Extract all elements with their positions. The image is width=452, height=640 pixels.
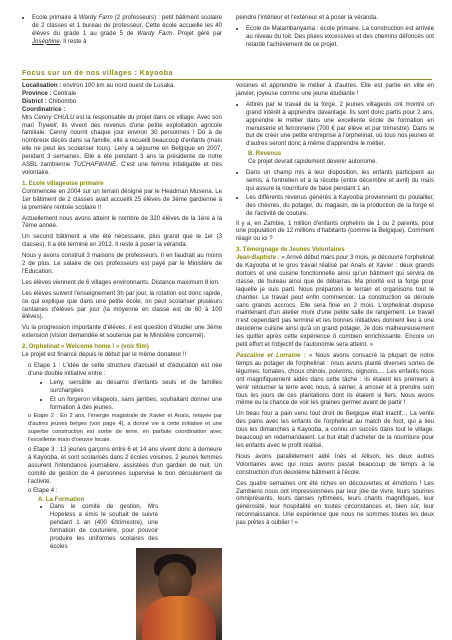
- left-column-main: [22, 82, 222, 553]
- steps: o Etape 1 : L'idée de cette structure d'accueil et d'éducation est née d'une double initiative entre : • Leny, sensible au désarroi d'enfants seuls et de familles surchargées • Et un forgeron villageois, sans jambes, souhaitant donner une formation à des jeunes. o Etape 2 : En 2 ans, l'énergie magistrale de Xavier et Anaïs, relayée par d'autres jeunes belges (voir page 4), a donné vie à cette initiative et une superbe construction est sortie de terre, en parfaite coordination avec l'excellente main d'oeuvre locale. o Etape 3 : 13 jeunes garçons entre 6 et 14 ans vivent donc à demeure à Kayooba, et sont scolarisés dans 2 écoles voisines. 2 jeunes femmes assurent l'intendance journalière, assistées d'un gardien de nuit. Un comité de gestion de 4 personnes supervise le bon déroulement de l'activité. o Etape 4 : A. La Formation • Dans le comité de gestion, Mrs Hopeless a émis le souhait de suivre pendant 1 an (400 €/trimestre), une formation de couturière, pour pouvoir produire les uniformes scolaires des écoles: [22, 362, 222, 551]
- paragraph: Ce projet devrait rapidement devenir autonome.: [248, 158, 378, 166]
- subsection-title: A. La Formation: [38, 495, 85, 503]
- volunteer-photo: [136, 548, 222, 640]
- paragraph: Vu la progression importante d'élèves, il est question d'étudier une 3ème extension (vision demandée et soutenue par le Ministère concerné).: [22, 324, 222, 340]
- paragraph: Un beau four a pain venu tout droit de Belgique était inactif… La vente des pains avec les enfants de l'orphelinat au match de foot, qui a lieu tous les dimanches à Kayooba, a connu un succès dans tout le village; beaucoup en redemandaient. Le but était d'acheter de la nourriture pour les enfants avec le profit réalisé.: [236, 410, 434, 449]
- right-column-top: [236, 14, 434, 51]
- paragraph: Il y a, en Zambie, 1 million d'enfants orphelins de 1 ou 2 parents, pour une population de 12 millions d'habitants (comme la Belgique). Comment réagir ou ici ?: [236, 219, 434, 243]
- section-title: 3. Témoignage de Jeunes Volontaires: [236, 246, 345, 254]
- list-item: • Les différents revenus générés à Kayooba proviennent du poulailler, des chèvres, du potager, du magasin, de la production de la forge et de l'activité de couture.: [246, 194, 434, 218]
- paragraph: Nous avons parallèlement aidé Inès et Allison, les deux autres Volontaires avec qui nous avons passé beaucoup de temps à la construction d'un deuxième bâtiment à l'école.: [236, 452, 434, 476]
- list-item: • Dans un champ mis à leur disposition, les enfants participent au semis, à l'entretien et à la récolte (entre décembre et avril) du maïs qui assure la nourriture de base pendant 1 an.: [246, 169, 434, 193]
- list-item: • Leny, sensible au désarroi d'enfants seuls et de familles surchargées: [50, 379, 222, 395]
- paragraph: Les élèves viennent de 6 villages environnants. Distance maximum 8 km.: [22, 278, 220, 286]
- paragraph: Le projet est financé depuis le début par le même donateur !!: [22, 351, 187, 359]
- list-item: • Et un forgeron villageois, sans jambes, souhaitant donner une formation à des jeunes.: [50, 396, 222, 412]
- list-item: • Dans le comité de gestion, Mrs Hopeless a émis le souhait de suivre pendant 1 an (400 €/trimestre), une formation de couturière, pour pouvoir produire les uniformes scolaires des écoles: [50, 503, 158, 550]
- section-title: 2. Orphelinat « Welcome home ! » (voir film): [22, 343, 149, 351]
- paragraph: peindre l'intérieur et l'extérieur et à poser la véranda.: [236, 14, 378, 21]
- paragraph: Ces quatre semaines ont été riches en découvertes et émotions ! Les Zambiens nous ont impressionnées par leur joie de vivre, leurs sourires omniprésents, leurs danses rythmées, leurs chants magnifiques, leur générosité, leur hospitalité en toutes circonstances et, bien sûr, leur reconnaissance. Une expérience que nous ne sommes toutes les deux pas prêtes à oublier ! »: [236, 479, 434, 527]
- info-block: Localisation : environ 100 km au nord ouest de Lusaka. Province : Centrale District : Chibombo Coordinatrice : Mrs Cenny CHULU est la responsable du projet dans ce village. Avec son mari Trywell, ils vivent des revenus d'une petite exploitation agricole familiale. Cenny nourrit chaque jour environ 30 personnes ! Dû à de nombreux décès dans sa famille, elle a recueilli beaucoup d'enfants (mais elle ne peut les scolariser tous). Leny a séjourné en Belgique en 2007, pendant 3 semaines. Elle a été pendant 3 ans la présidente de notre ASBL zambienne TUCHAFWANE. C'est une femme infatigable et très volontaire.: [22, 82, 222, 176]
- list-item: • Ecole primaire à Wardy Farm (2 professeurs) : petit bâtiment scolaire de 2 classes et 1 bureau de professeur. Cette école accueille les 40 élèves du grade 1 au grade 5 de Wardy Farm. Projet géré par Joséphine. Il reste à: [32, 14, 222, 46]
- paragraph: Actuellement nous avons atteint le nombre de 320 élèves de la 1ère à la 7ème année.: [22, 214, 222, 230]
- paragraph: Commencée en 2004 sur un terrain désigné par le Headman Musena. Le 1er bâtiment de 2 classes avait accueilli 25 élèves de 3ème gardienne à la première rentrée scolaire !!: [22, 187, 222, 211]
- top-left-list: [22, 14, 222, 46]
- paragraph: Un second bâtiment a vite été nécessaire, plus grand que le 1er (3 classes). Il a été terminé en 2012. Il reste à poser la véranda.: [22, 233, 222, 249]
- paragraph: Les élèves suivent l'enseignement 3h par jour, la rotation est donc rapide, ce qui explique que dans une petite école, on peut scolariser plusieurs centaines d'élèves par jour (la moyenne en classe est de 60 à 100 élèves).: [22, 289, 222, 321]
- coordinator-paragraph: Mrs Cenny CHULU est la responsable du projet dans ce village. Avec son mari Trywell, ils vivent des revenus d'une petite exploitation agricole familiale. Cenny nourrit chaque jour environ 30 personnes ! Dû à de nombreux décès dans sa famille, elle a recueilli beaucoup d'enfants (mais elle ne peut les scolariser tous). Leny a séjourné en Belgique en 2007, pendant 3 semaines. Elle a été pendant 3 ans la présidente de notre ASBL zambienne TUCHAFWANE. C'est une femme infatigable et très volontaire.: [22, 113, 222, 176]
- testimony-jean-baptiste: Jean-Baptiste : « Arrivé début mars pour 3 mois, je découvre l'orphelinat de Kayooba et le gros travail réalisé par Anaïs et Xavier : deux grands dortoirs et une cuisine fonctionnelle ainsi qu'un bâtiment qui servira de classe, de bureau ainsi que de débarras. Ma priorité est la forge pour laquelle je suis parti. Nous préparons le terrain et organisons tout le chantier. Le travail peut enfin commencer. La construction se déroule sans grands accrocs. Elle sera finie en 2 mois. L'orphelinat dispose maintenant d'un atelier muni d'une petite salle de rangement. Le travail n'est cependant pas terminé et les bonnes initiatives donnent lieu à une deuxième cuisine ainsi qu'à un grand potager. Je dois malheureusement les quitter après cette expérience ô combien enrichissante. Encore un petit effort et l'objectif de l'autonomie sera atteint. »: [236, 254, 434, 349]
- section-heading: Focus sur un de nos villages : Kayooba: [22, 70, 432, 80]
- top-right-list: [236, 25, 434, 49]
- left-column: [22, 14, 222, 48]
- paragraph: voisines et apprendre le métier à d'autres. Elle est partie en ville en janvier, joyeuse comme une jeune étudiante !: [236, 82, 434, 97]
- subsection-title: B. Revenus: [248, 150, 282, 158]
- section-title: 1. Ecole villageoise primaire: [22, 179, 104, 187]
- paragraph: Nous y avons construit 3 maisons de professeurs. Il en faudrait au moins 2 de plus. Le salaire de ces professeurs est payé par le Ministère de l'Education.: [22, 252, 222, 275]
- list-item: • Ecole de Malambanyama : école primaire. La construction est arrivée au niveau du toit. Des pluies excessives et des chemins défoncés ont retardé l'achèvement de ce projet.: [246, 25, 434, 49]
- right-column-main: [236, 82, 434, 530]
- list-item: • Attirés par le travail de la forge, 2 jeunes villageois ont montré un grand intérêt à apprendre davantage. Ils sont donc partis pour 2 ans, apprendre le métier dans une excellente école de formation en menuiserie et ferronnerie (700 € par élève et par trimestre). Dans le but de créer une petite entreprise à l'orphelinat, où tous nos jeunes et d'autres seront donc à même d'apprendre le métier.: [246, 101, 434, 148]
- testimony-pascaline: Pascaline et Lorraine : « Nous avons consacré la plupart de notre temps au potager de l'orphelinat : nous avons planté diverses sortes de légumes; tomates, choux chinois, poivrons, oignons,… Les enfants nous ont magnifiquement aidés dans cette tâche : ils étaient les premiers à venir retourner la terre avec nous, à semer, à arroser et à prendre soin tous les jours de ces plantations dont ils étaient si fiers. Nous avons même eu la chance de voir les graines germer avant de partir !: [236, 352, 434, 407]
